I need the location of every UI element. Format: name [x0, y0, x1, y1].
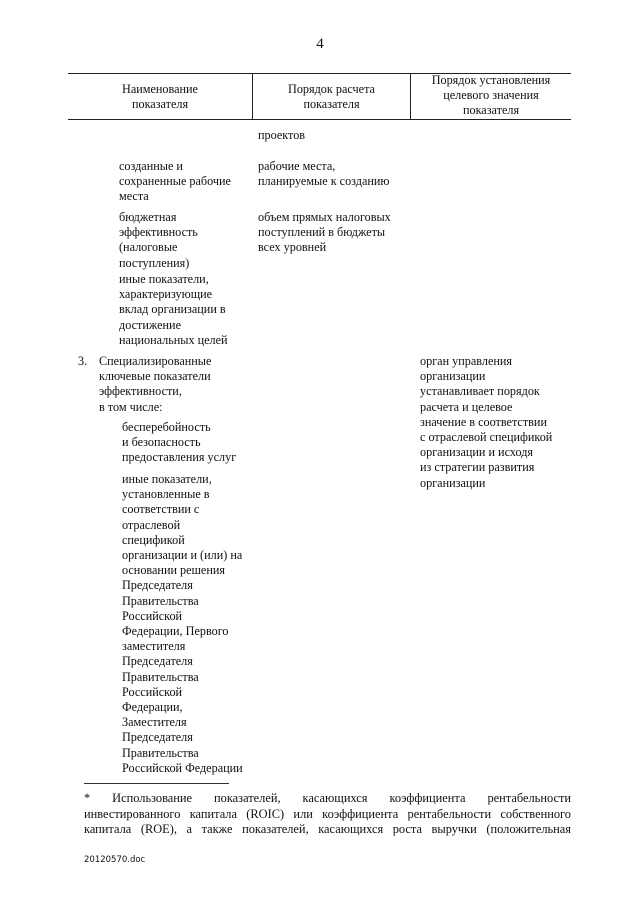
footnote-line-1: * Использование показателей, касающихся коэффициента рентабельности: [84, 791, 571, 805]
row6-name: иные показатели, установленные в соответствии с отраслевой спецификой организации и (или) на основании решения Председателя Правительства Российской Федерации, Первого заместителя Председателя Правительства Российской Федерации, Заместителя Председателя Правительства Российской Федерации: [122, 472, 243, 775]
footnote-line-2: инвестированного капитала (ROIC) или коэффициента рентабельности собственного: [84, 806, 571, 821]
row3-name: иные показатели, характеризующие вклад организации в достижение национальных целей: [119, 272, 228, 347]
footnote-line-3: капитала (ROE), а также показателей, касающихся роста выручки (положительная: [84, 822, 571, 837]
row1-name: созданные и сохраненные рабочие места: [119, 159, 231, 204]
row4-name: Специализированные ключевые показатели эффективности, в том числе:: [99, 354, 212, 414]
row5-name: бесперебойность и безопасность предоставления услуг: [122, 420, 237, 465]
row4-target-value: орган управления организации устанавливает порядок расчета и целевое значение в соответствии с отраслевой спецификой организации и исходя из стратегии развития организации: [420, 354, 553, 490]
footnote-separator: [84, 783, 229, 784]
row0-calculation: проектов: [258, 128, 306, 142]
document-id: 20120570.doc: [84, 855, 146, 865]
table-header-bottom-rule: [68, 119, 571, 120]
row2-calculation: объем прямых налоговых поступлений в бюджеты всех уровней: [258, 210, 391, 255]
row2-name: бюджетная эффективность (налоговые поступления): [119, 210, 198, 270]
footnote: [84, 791, 571, 838]
header-name: Наименование показателя: [122, 82, 198, 112]
row4-number: 3.: [78, 354, 88, 368]
header-calculation: Порядок расчета показателя: [288, 82, 375, 112]
row1-calculation: рабочие места, планируемые к созданию: [258, 159, 390, 189]
header-target-value: Порядок установления целевого значения показателя: [431, 73, 551, 118]
page-number: 4: [316, 36, 324, 52]
